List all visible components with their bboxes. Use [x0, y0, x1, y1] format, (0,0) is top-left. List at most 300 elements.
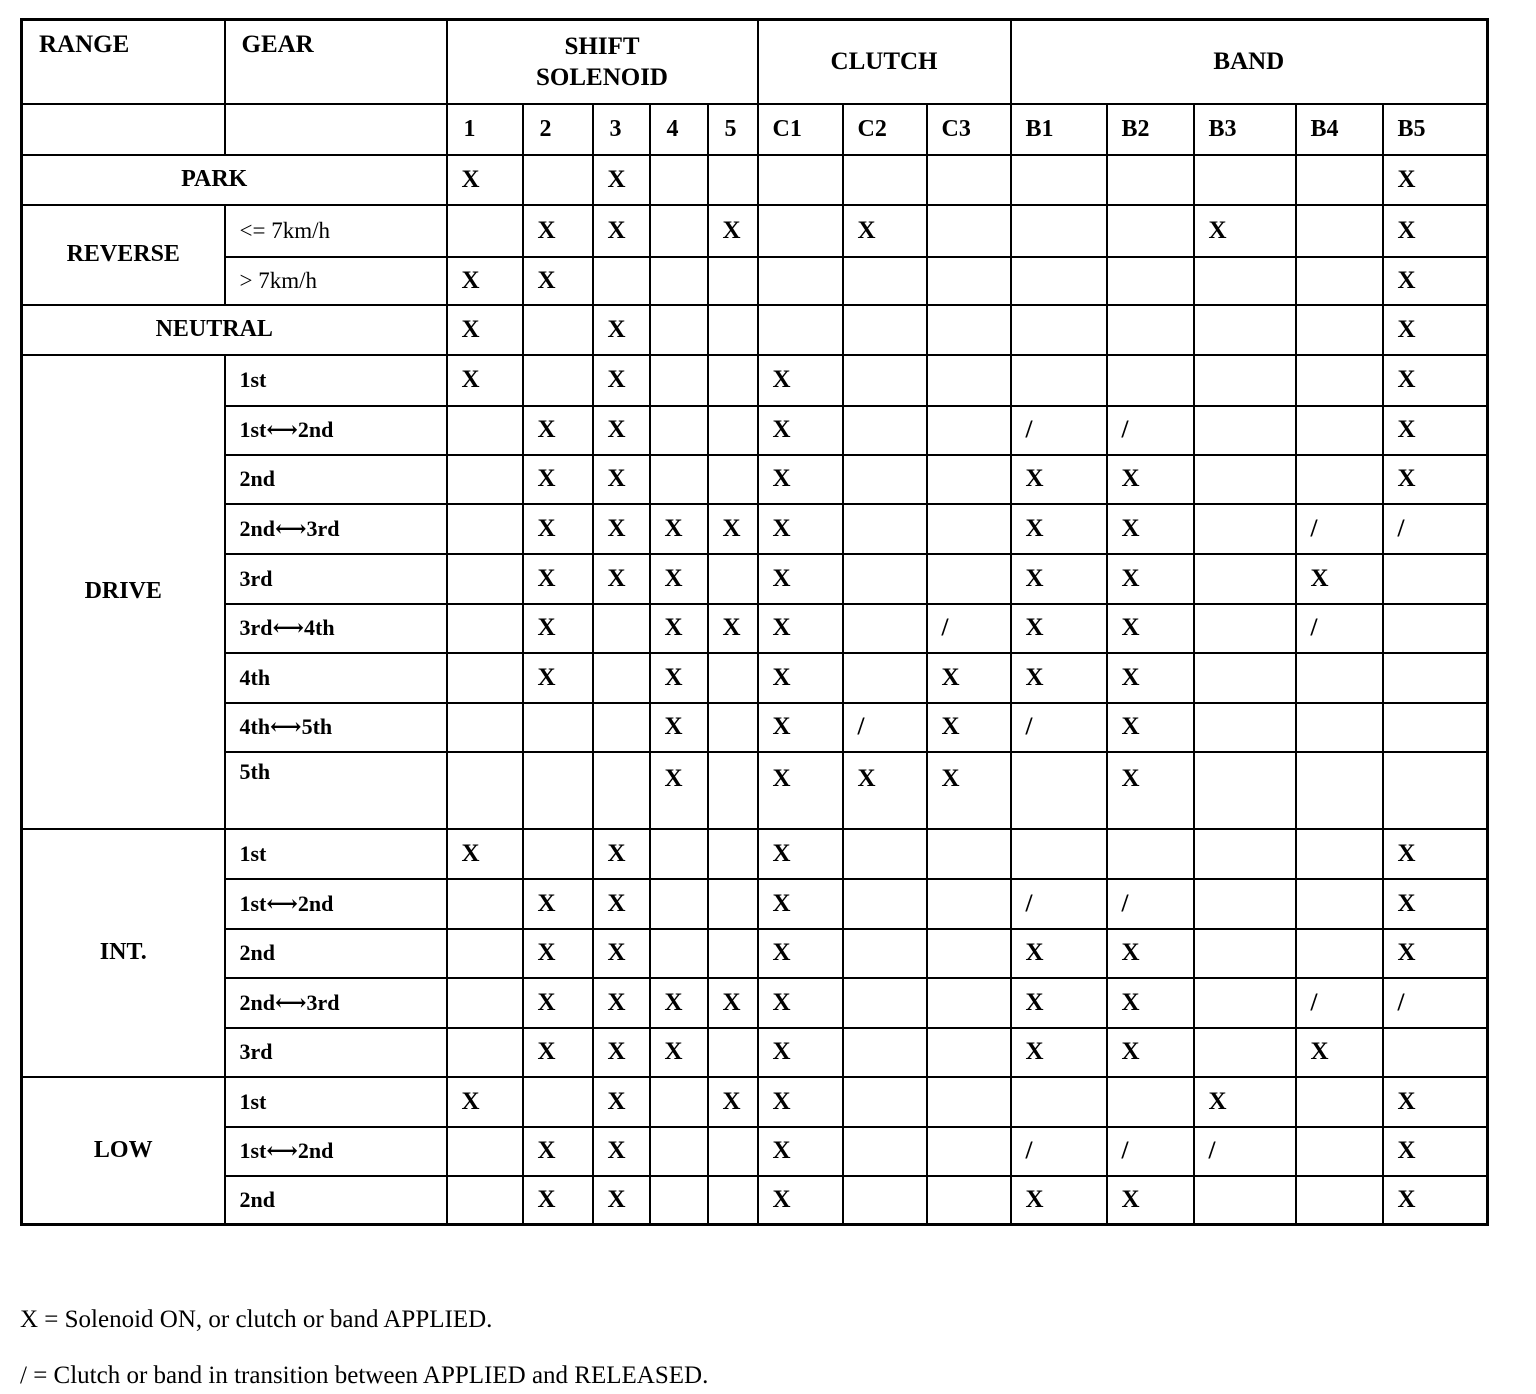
range-header: RANGE [22, 20, 225, 104]
column-header-2: 2 [523, 104, 593, 155]
mark-cell-c3 [927, 355, 1011, 406]
mark-cell-b3: X [1194, 1077, 1296, 1127]
mark-cell-b3: / [1194, 1127, 1296, 1176]
table-row [22, 1028, 1488, 1077]
mark-cell-b3 [1194, 355, 1296, 406]
mark-cell-c2 [843, 305, 927, 355]
mark-cell-b4: / [1296, 504, 1383, 554]
mark-cell-b2 [1107, 1077, 1194, 1127]
mark-cell-c3 [927, 305, 1011, 355]
mark-cell-b2: X [1107, 929, 1194, 978]
mark-cell-2: X [523, 1127, 593, 1176]
column-header-1: 1 [447, 104, 523, 155]
mark-cell-1 [447, 604, 523, 653]
mark-cell-3: X [593, 455, 650, 504]
mark-cell-b1 [1011, 355, 1107, 406]
mark-cell-b1: X [1011, 504, 1107, 554]
shift-solenoid-header-line-1: SHIFT [564, 33, 640, 60]
mark-cell-3: X [593, 155, 650, 205]
mark-cell-5: X [708, 1077, 758, 1127]
mark-cell-c1 [758, 205, 843, 257]
mark-cell-c1: X [758, 1176, 843, 1225]
mark-cell-b3 [1194, 879, 1296, 929]
mark-cell-c3 [927, 1028, 1011, 1077]
mark-cell-4 [650, 829, 708, 879]
header-row-main [22, 20, 1488, 104]
table-row [22, 155, 1488, 205]
mark-cell-5 [708, 653, 758, 703]
column-header-5: 5 [708, 104, 758, 155]
mark-cell-b1: X [1011, 1176, 1107, 1225]
mark-cell-c1: X [758, 554, 843, 604]
mark-cell-b5: X [1383, 929, 1488, 978]
column-header-b1: B1 [1011, 104, 1107, 155]
mark-cell-3: X [593, 1176, 650, 1225]
mark-cell-c1: X [758, 1077, 843, 1127]
mark-cell-b5: X [1383, 257, 1488, 305]
table-row [22, 455, 1488, 504]
legend-x-meaning: X = Solenoid ON, or clutch or band APPLIED. [20, 1306, 493, 1333]
mark-cell-4 [650, 455, 708, 504]
mark-cell-c2 [843, 1176, 927, 1225]
mark-cell-4: X [650, 504, 708, 554]
mark-cell-b1: X [1011, 978, 1107, 1028]
mark-cell-4 [650, 205, 708, 257]
column-header-c2: C2 [843, 104, 927, 155]
mark-cell-b2 [1107, 355, 1194, 406]
mark-cell-b4 [1296, 703, 1383, 752]
mark-cell-b3 [1194, 752, 1296, 829]
mark-cell-4 [650, 929, 708, 978]
mark-cell-c2 [843, 1077, 927, 1127]
mark-cell-b5: X [1383, 1077, 1488, 1127]
gear-cell-5th: 5th [225, 752, 447, 829]
gear-cell-1st: 1st [225, 1077, 447, 1127]
column-header-c3: C3 [927, 104, 1011, 155]
table-row [22, 1176, 1488, 1225]
mark-cell-4 [650, 406, 708, 455]
mark-cell-1 [447, 653, 523, 703]
mark-cell-b5: X [1383, 205, 1488, 257]
mark-cell-b4 [1296, 406, 1383, 455]
gear-cell-1st-to-2nd: 1st⟷2nd [225, 1127, 447, 1176]
column-header-b2: B2 [1107, 104, 1194, 155]
mark-cell-b1: / [1011, 1127, 1107, 1176]
mark-cell-b4 [1296, 1176, 1383, 1225]
mark-cell-3: X [593, 829, 650, 879]
mark-cell-c1: X [758, 752, 843, 829]
mark-cell-2: X [523, 455, 593, 504]
mark-cell-2: X [523, 1176, 593, 1225]
mark-cell-4 [650, 1176, 708, 1225]
mark-cell-c3 [927, 829, 1011, 879]
table-row [22, 1077, 1488, 1127]
mark-cell-5 [708, 455, 758, 504]
mark-cell-b5: X [1383, 406, 1488, 455]
mark-cell-4: X [650, 653, 708, 703]
mark-cell-c1: X [758, 406, 843, 455]
mark-cell-2 [523, 752, 593, 829]
mark-cell-c3: / [927, 604, 1011, 653]
gear-cell-2nd-to-3rd: 2nd⟷3rd [225, 504, 447, 554]
mark-cell-5: X [708, 504, 758, 554]
gear-cell-2nd: 2nd [225, 455, 447, 504]
mark-cell-c3 [927, 406, 1011, 455]
table-row [22, 205, 1488, 257]
mark-cell-2: X [523, 1028, 593, 1077]
mark-cell-1 [447, 978, 523, 1028]
mark-cell-b4 [1296, 455, 1383, 504]
mark-cell-2: X [523, 879, 593, 929]
mark-cell-b3 [1194, 554, 1296, 604]
mark-cell-5 [708, 703, 758, 752]
mark-cell-b4: X [1296, 554, 1383, 604]
mark-cell-b2: X [1107, 504, 1194, 554]
mark-cell-b3 [1194, 1176, 1296, 1225]
mark-cell-4 [650, 879, 708, 929]
column-header-c1: C1 [758, 104, 843, 155]
mark-cell-2 [523, 703, 593, 752]
mark-cell-1 [447, 929, 523, 978]
mark-cell-b2: X [1107, 604, 1194, 653]
mark-cell-2: X [523, 653, 593, 703]
table-row [22, 554, 1488, 604]
mark-cell-2 [523, 829, 593, 879]
mark-cell-b5: X [1383, 1176, 1488, 1225]
mark-cell-4 [650, 305, 708, 355]
mark-cell-c3 [927, 257, 1011, 305]
mark-cell-5 [708, 305, 758, 355]
mark-cell-4: X [650, 1028, 708, 1077]
mark-cell-3: X [593, 1077, 650, 1127]
mark-cell-2 [523, 305, 593, 355]
mark-cell-c1: X [758, 604, 843, 653]
mark-cell-b5 [1383, 1028, 1488, 1077]
mark-cell-c3: X [927, 703, 1011, 752]
mark-cell-b3 [1194, 978, 1296, 1028]
mark-cell-b1 [1011, 752, 1107, 829]
mark-cell-c3 [927, 455, 1011, 504]
mark-cell-b5 [1383, 604, 1488, 653]
table-row [22, 752, 1488, 829]
table-row [22, 604, 1488, 653]
mark-cell-b5 [1383, 703, 1488, 752]
mark-cell-2: X [523, 929, 593, 978]
mark-cell-b4 [1296, 257, 1383, 305]
mark-cell-b1: / [1011, 879, 1107, 929]
mark-cell-3: X [593, 1028, 650, 1077]
gear-cell-gt-7km-h: > 7km/h [225, 257, 447, 305]
mark-cell-b1: X [1011, 604, 1107, 653]
mark-cell-1: X [447, 257, 523, 305]
mark-cell-c1: X [758, 703, 843, 752]
mark-cell-c2 [843, 257, 927, 305]
mark-cell-1 [447, 752, 523, 829]
mark-cell-c2 [843, 829, 927, 879]
mark-cell-b5 [1383, 554, 1488, 604]
mark-cell-b1: X [1011, 653, 1107, 703]
mark-cell-b2: X [1107, 752, 1194, 829]
mark-cell-b1: X [1011, 1028, 1107, 1077]
mark-cell-c2: / [843, 703, 927, 752]
column-header-4: 4 [650, 104, 708, 155]
mark-cell-b3 [1194, 604, 1296, 653]
mark-cell-1 [447, 504, 523, 554]
mark-cell-b2 [1107, 257, 1194, 305]
mark-cell-c1 [758, 305, 843, 355]
range-cell-low: LOW [22, 1077, 225, 1225]
mark-cell-4 [650, 155, 708, 205]
mark-cell-3 [593, 703, 650, 752]
mark-cell-b2 [1107, 829, 1194, 879]
mark-cell-c2 [843, 978, 927, 1028]
mark-cell-5 [708, 879, 758, 929]
mark-cell-1: X [447, 1077, 523, 1127]
mark-cell-5: X [708, 205, 758, 257]
table-row [22, 257, 1488, 305]
mark-cell-b1: / [1011, 703, 1107, 752]
mark-cell-1 [447, 554, 523, 604]
mark-cell-5 [708, 929, 758, 978]
mark-cell-b4 [1296, 1077, 1383, 1127]
mark-cell-b1: X [1011, 929, 1107, 978]
mark-cell-b1 [1011, 257, 1107, 305]
mark-cell-b2: / [1107, 1127, 1194, 1176]
mark-cell-2: X [523, 257, 593, 305]
table-row [22, 504, 1488, 554]
mark-cell-3: X [593, 554, 650, 604]
mark-cell-3 [593, 257, 650, 305]
mark-cell-b1 [1011, 1077, 1107, 1127]
mark-cell-c1: X [758, 653, 843, 703]
shift-solenoid-header [447, 20, 758, 104]
mark-cell-b2 [1107, 305, 1194, 355]
mark-cell-4: X [650, 604, 708, 653]
mark-cell-b5: X [1383, 829, 1488, 879]
mark-cell-b5: X [1383, 1127, 1488, 1176]
mark-cell-3: X [593, 504, 650, 554]
mark-cell-1 [447, 455, 523, 504]
table-row [22, 406, 1488, 455]
mark-cell-3 [593, 752, 650, 829]
mark-cell-3: X [593, 879, 650, 929]
mark-cell-5 [708, 1028, 758, 1077]
mark-cell-c3: X [927, 752, 1011, 829]
mark-cell-1 [447, 205, 523, 257]
range-cell-reverse: REVERSE [22, 205, 225, 305]
mark-cell-c3 [927, 205, 1011, 257]
mark-cell-b3 [1194, 305, 1296, 355]
column-header-b5: B5 [1383, 104, 1488, 155]
mark-cell-c3 [927, 504, 1011, 554]
column-header-b3: B3 [1194, 104, 1296, 155]
mark-cell-c3 [927, 978, 1011, 1028]
mark-cell-c1: X [758, 829, 843, 879]
mark-cell-c2 [843, 879, 927, 929]
mark-cell-b1 [1011, 305, 1107, 355]
mark-cell-5 [708, 1127, 758, 1176]
gear-cell-4th-to-5th: 4th⟷5th [225, 703, 447, 752]
mark-cell-b2: X [1107, 978, 1194, 1028]
mark-cell-b4: / [1296, 978, 1383, 1028]
mark-cell-1: X [447, 355, 523, 406]
mark-cell-b4: / [1296, 604, 1383, 653]
mark-cell-b3 [1194, 155, 1296, 205]
mark-cell-1 [447, 703, 523, 752]
table-row [22, 978, 1488, 1028]
mark-cell-b3 [1194, 455, 1296, 504]
mark-cell-b5: / [1383, 978, 1488, 1028]
mark-cell-2: X [523, 205, 593, 257]
mark-cell-5: X [708, 978, 758, 1028]
mark-cell-b5: X [1383, 455, 1488, 504]
mark-cell-2 [523, 1077, 593, 1127]
mark-cell-c3 [927, 554, 1011, 604]
mark-cell-c2: X [843, 205, 927, 257]
mark-cell-c2 [843, 355, 927, 406]
mark-cell-b2 [1107, 205, 1194, 257]
mark-cell-c1: X [758, 1127, 843, 1176]
mark-cell-c2 [843, 653, 927, 703]
mark-cell-c1: X [758, 929, 843, 978]
gear-cell-4th: 4th [225, 653, 447, 703]
gear-cell-2nd: 2nd [225, 929, 447, 978]
gear-cell-1st: 1st [225, 355, 447, 406]
mark-cell-3: X [593, 929, 650, 978]
mark-cell-b4 [1296, 829, 1383, 879]
table-row [22, 653, 1488, 703]
mark-cell-b3 [1194, 703, 1296, 752]
gear-cell-2nd-to-3rd: 2nd⟷3rd [225, 978, 447, 1028]
mark-cell-5 [708, 155, 758, 205]
mark-cell-c3: X [927, 653, 1011, 703]
mark-cell-b2: / [1107, 406, 1194, 455]
mark-cell-b5: X [1383, 155, 1488, 205]
gear-cell-1st-to-2nd: 1st⟷2nd [225, 406, 447, 455]
mark-cell-c2 [843, 504, 927, 554]
mark-cell-c2: X [843, 752, 927, 829]
table-row [22, 1127, 1488, 1176]
table-row [22, 355, 1488, 406]
mark-cell-c3 [927, 879, 1011, 929]
table-row [22, 929, 1488, 978]
gear-cell-1st: 1st [225, 829, 447, 879]
mark-cell-2: X [523, 406, 593, 455]
mark-cell-1 [447, 406, 523, 455]
mark-cell-4 [650, 1077, 708, 1127]
mark-cell-c3 [927, 1127, 1011, 1176]
mark-cell-3: X [593, 978, 650, 1028]
mark-cell-c2 [843, 1127, 927, 1176]
mark-cell-c1 [758, 257, 843, 305]
mark-cell-2 [523, 355, 593, 406]
mark-cell-1 [447, 879, 523, 929]
mark-cell-b4 [1296, 305, 1383, 355]
mark-cell-b2: / [1107, 879, 1194, 929]
mark-cell-1 [447, 1028, 523, 1077]
mark-cell-b1 [1011, 829, 1107, 879]
mark-cell-c1: X [758, 978, 843, 1028]
mark-cell-b4 [1296, 155, 1383, 205]
mark-cell-c2 [843, 929, 927, 978]
mark-cell-c1: X [758, 1028, 843, 1077]
mark-cell-b3 [1194, 829, 1296, 879]
mark-cell-4 [650, 257, 708, 305]
mark-cell-5 [708, 406, 758, 455]
mark-cell-b3 [1194, 929, 1296, 978]
mark-cell-3 [593, 604, 650, 653]
mark-cell-c2 [843, 604, 927, 653]
mark-cell-b5 [1383, 653, 1488, 703]
column-header-b4: B4 [1296, 104, 1383, 155]
mark-cell-3: X [593, 205, 650, 257]
shift-chart-table [20, 18, 1489, 1226]
table-row [22, 305, 1488, 355]
mark-cell-b1 [1011, 205, 1107, 257]
mark-cell-b1: / [1011, 406, 1107, 455]
range-cell-park: PARK [22, 155, 447, 205]
mark-cell-c2 [843, 406, 927, 455]
table-row [22, 703, 1488, 752]
mark-cell-3 [593, 653, 650, 703]
mark-cell-c2 [843, 1028, 927, 1077]
mark-cell-b3: X [1194, 205, 1296, 257]
mark-cell-3: X [593, 355, 650, 406]
mark-cell-2: X [523, 504, 593, 554]
mark-cell-4: X [650, 554, 708, 604]
mark-cell-b4 [1296, 1127, 1383, 1176]
range-subheader-blank [22, 104, 225, 155]
range-cell-int: INT. [22, 829, 225, 1077]
gear-header: GEAR [225, 20, 447, 104]
mark-cell-c3 [927, 929, 1011, 978]
mark-cell-c1: X [758, 879, 843, 929]
mark-cell-c3 [927, 1077, 1011, 1127]
mark-cell-b1: X [1011, 554, 1107, 604]
mark-cell-b4 [1296, 355, 1383, 406]
mark-cell-b4 [1296, 879, 1383, 929]
mark-cell-b4: X [1296, 1028, 1383, 1077]
gear-cell-3rd: 3rd [225, 1028, 447, 1077]
mark-cell-c3 [927, 1176, 1011, 1225]
mark-cell-b2: X [1107, 1176, 1194, 1225]
range-cell-neutral: NEUTRAL [22, 305, 447, 355]
clutch-header: CLUTCH [758, 20, 1011, 104]
range-cell-drive: DRIVE [22, 355, 225, 829]
mark-cell-b5: X [1383, 879, 1488, 929]
gear-cell-1st-to-2nd: 1st⟷2nd [225, 879, 447, 929]
mark-cell-b2: X [1107, 653, 1194, 703]
table-row [22, 879, 1488, 929]
mark-cell-1: X [447, 305, 523, 355]
mark-cell-2: X [523, 978, 593, 1028]
mark-cell-b2 [1107, 155, 1194, 205]
mark-cell-1 [447, 1176, 523, 1225]
mark-cell-c1: X [758, 504, 843, 554]
mark-cell-b5 [1383, 752, 1488, 829]
shift-solenoid-header-line-2: SOLENOID [536, 64, 668, 91]
mark-cell-b3 [1194, 504, 1296, 554]
mark-cell-4 [650, 1127, 708, 1176]
mark-cell-c2 [843, 155, 927, 205]
mark-cell-c3 [927, 155, 1011, 205]
mark-cell-b3 [1194, 653, 1296, 703]
gear-cell-3rd: 3rd [225, 554, 447, 604]
mark-cell-b2: X [1107, 455, 1194, 504]
mark-cell-b3 [1194, 1028, 1296, 1077]
gear-subheader-blank [225, 104, 447, 155]
column-header-3: 3 [593, 104, 650, 155]
